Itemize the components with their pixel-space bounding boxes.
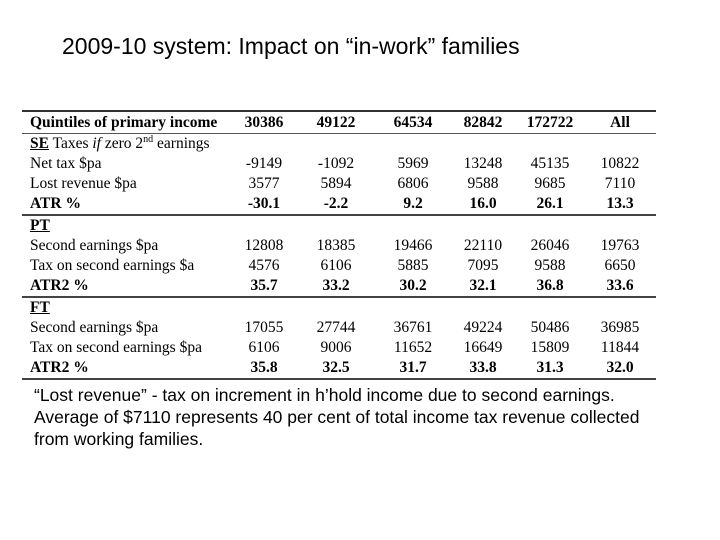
section-text: Taxes [48, 135, 93, 152]
cell-value: 16.0 [450, 194, 516, 215]
cell-value: 7110 [604, 175, 636, 192]
row-label: Tax on second earnings $pa [30, 339, 202, 356]
cell-value: 32.5 [296, 358, 376, 379]
cell-value: 33.2 [296, 276, 376, 297]
cell-value: 13248 [463, 155, 503, 172]
footnote-line-1: “Lost revenue” - tax on increment in h’hold income due to second earnings. [34, 385, 615, 405]
cell-value: 30.2 [376, 276, 450, 297]
pt-section-row [22, 215, 656, 236]
cell-value: 19763 [600, 237, 640, 254]
table-row [22, 318, 656, 338]
cell-value: 6650 [604, 257, 636, 274]
cell-value: 49224 [463, 319, 503, 336]
cell-value: 36761 [393, 319, 433, 336]
footnote [34, 384, 714, 450]
cell-value: 22110 [463, 237, 503, 254]
cell-value: 35.7 [232, 276, 296, 297]
cell-value: 33.6 [584, 276, 656, 297]
table-row [22, 194, 656, 215]
cell-value: 9.2 [376, 194, 450, 215]
row-label: Net tax $pa [30, 155, 102, 172]
table-row [22, 236, 656, 256]
section-text: earnings [153, 135, 210, 152]
cell-value: 36985 [600, 319, 640, 336]
cell-value: 6106 [248, 339, 280, 356]
cell-value: 31.7 [376, 358, 450, 379]
cell-value: 12808 [244, 237, 284, 254]
cell-value: 26046 [530, 237, 570, 254]
table-row [22, 174, 656, 194]
cell-value: 27744 [316, 319, 356, 336]
cell-value: 33.8 [450, 358, 516, 379]
cell-value: 18385 [316, 237, 356, 254]
row-label: Second earnings $pa [30, 319, 159, 336]
cell-value: 6106 [320, 257, 352, 274]
cell-value: 9006 [320, 339, 352, 356]
column-header: 64534 [376, 111, 450, 134]
row-label: ATR2 % [22, 276, 232, 297]
cell-value: 4576 [248, 257, 280, 274]
cell-value: 17055 [244, 319, 284, 336]
cell-value: 11652 [393, 339, 433, 356]
cell-value: 45135 [530, 155, 570, 172]
superscript: nd [143, 133, 154, 145]
cell-value: 13.3 [584, 194, 656, 215]
table-row [22, 358, 656, 379]
section-code: PT [30, 217, 50, 234]
header-row [22, 111, 656, 134]
cell-value: 31.3 [516, 358, 584, 379]
ft-section-row [22, 297, 656, 318]
section-code: FT [30, 299, 50, 316]
column-header: 30386 [232, 111, 296, 134]
footnote-line-2: Average of $7110 represents 40 per cent of total income tax revenue collected from working families. [34, 407, 640, 449]
table-row [22, 154, 656, 174]
row-label: Tax on second earnings $a [30, 257, 195, 274]
column-header: All [584, 111, 656, 134]
cell-value: 36.8 [516, 276, 584, 297]
row-header-label: Quintiles of primary income [22, 111, 232, 134]
cell-value: 26.1 [516, 194, 584, 215]
cell-value: 32.1 [450, 276, 516, 297]
cell-value: 15809 [530, 339, 570, 356]
cell-value: 7095 [467, 257, 499, 274]
cell-value: 3577 [248, 175, 280, 192]
cell-value: 6806 [397, 175, 429, 192]
row-label: ATR2 % [22, 358, 232, 379]
cell-value: 9588 [534, 257, 566, 274]
cell-value: 9588 [467, 175, 499, 192]
cell-value: 16649 [463, 339, 503, 356]
cell-value: 50486 [530, 319, 570, 336]
cell-value: 5894 [320, 175, 352, 192]
impact-table [22, 110, 656, 380]
se-section-row [22, 134, 656, 155]
cell-value: 32.0 [584, 358, 656, 379]
section-text-italic: if [92, 135, 101, 152]
cell-value: 11844 [600, 339, 640, 356]
cell-value: -30.1 [232, 194, 296, 215]
column-header: 49122 [296, 111, 376, 134]
cell-value: -2.2 [296, 194, 376, 215]
cell-value: 9685 [534, 175, 566, 192]
table-row [22, 276, 656, 297]
section-text: zero 2 [101, 135, 144, 152]
table-row [22, 256, 656, 276]
cell-value: 5969 [397, 155, 429, 172]
column-header: 172722 [516, 111, 584, 134]
cell-value: -1092 [317, 155, 355, 172]
row-label: Lost revenue $pa [30, 175, 137, 192]
row-label: Second earnings $pa [30, 237, 159, 254]
cell-value: 19466 [393, 237, 433, 254]
table-row [22, 338, 656, 358]
row-label: ATR % [22, 194, 232, 215]
column-header: 82842 [450, 111, 516, 134]
cell-value: 5885 [397, 257, 429, 274]
section-code: SE [30, 135, 49, 152]
slide-title: 2009-10 system: Impact on “in-work” families [62, 33, 520, 59]
cell-value: -9149 [245, 155, 283, 172]
cell-value: 10822 [600, 155, 640, 172]
cell-value: 35.8 [232, 358, 296, 379]
